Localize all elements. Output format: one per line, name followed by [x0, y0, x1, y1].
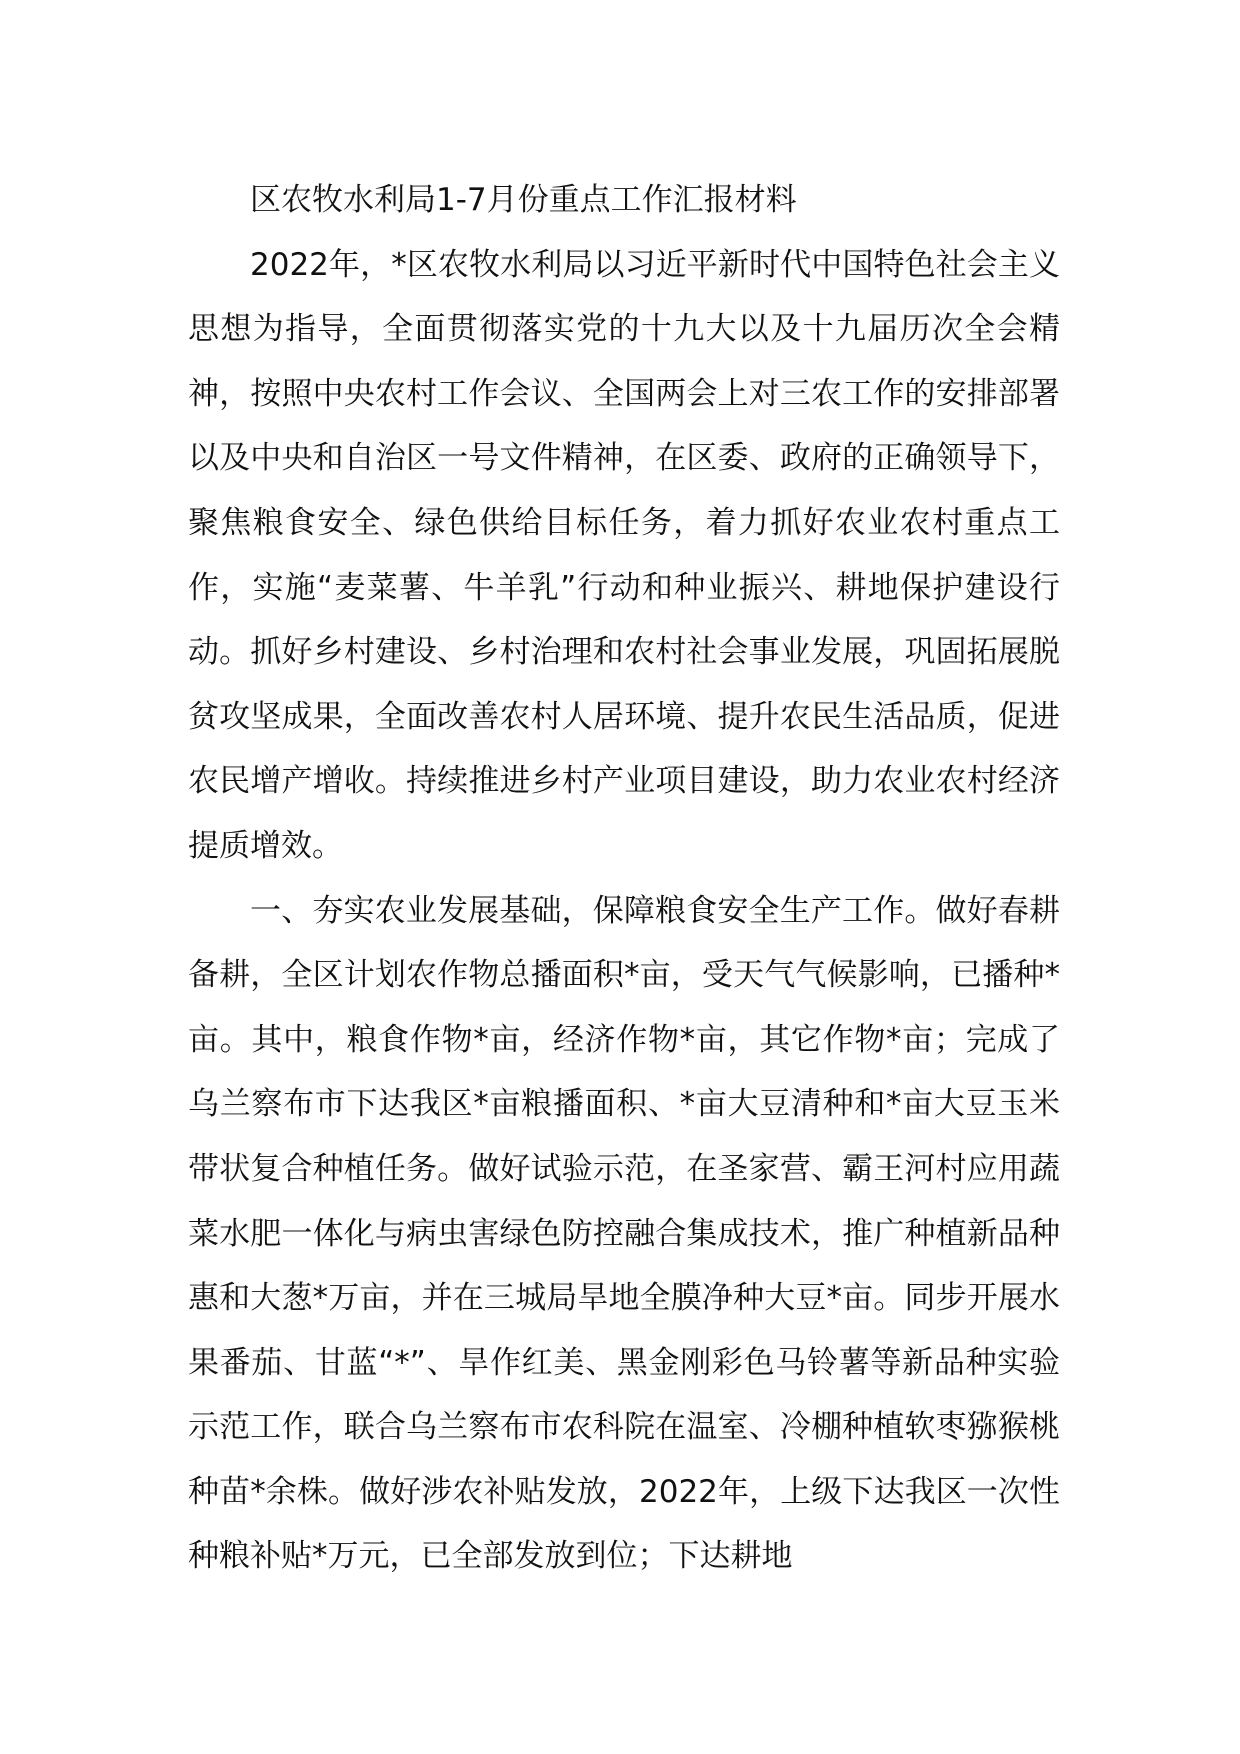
paragraph-intro: 2022年，*区农牧水利局以习近平新时代中国特色社会主义思想为指导，全面贯彻落实党的十九大以及十九届历次全会精神，按照中央农村工作会议、全国两会上对三农工作的安排部署以及中央和自治区一号文件精神，在区委、政府的正确领导下，聚焦粮食安全、绿色供给目标任务，着力抓好农业农村重点工作，实施“麦菜薯、牛羊乳”行动和种业振兴、耕地保护建设行动。抓好乡村建设、乡村治理和农村社会事业发展，巩固拓展脱贫攻坚成果，全面改善农村人居环境、提升农民生活品质，促进农民增产增收。持续推进乡村产业项目建设，助力农业农村经济提质增效。: [188, 246, 1060, 864]
document-body: [188, 168, 1060, 1589]
paragraph-section-one: 一、夯实农业发展基础，保障粮食安全生产工作。做好春耕备耕，全区计划农作物总播面积*亩，受天气气候影响，已播种*亩。其中，粮食作物*亩，经济作物*亩，其它作物*亩；完成了乌兰察布市下达我区*亩粮播面积、*亩大豆清种和*亩大豆玉米带状复合种植任务。做好试验示范，在圣家营、霸王河村应用蔬菜水肥一体化与病虫害绿色防控融合集成技术，推广种植新品种惠和大葱*万亩，并在三城局旱地全膜净种大豆*亩。同步开展水果番茄、甘蓝“*”、旱作红美、黑金刚彩色马铃薯等新品种实验示范工作，联合乌兰察布市农科院在温室、冷棚种植软枣猕猴桃种苗*余株。做好涉农补贴发放，2022年，上级下达我区一次性种粮补贴*万元，已全部发放到位；下达耕地: [188, 892, 1060, 1575]
document-title: 区农牧水利局1-7月份重点工作汇报材料: [250, 182, 797, 218]
